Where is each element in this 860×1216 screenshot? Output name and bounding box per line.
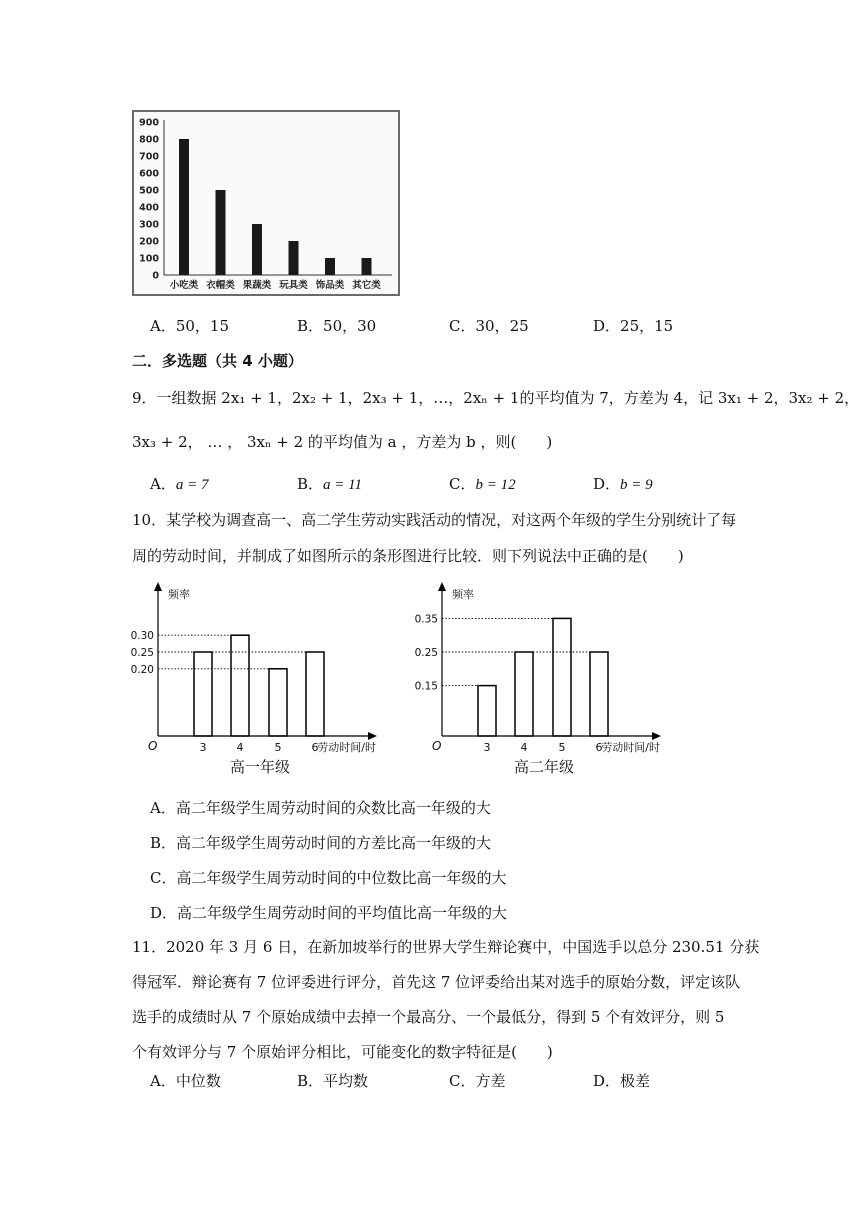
q8-option-c[interactable]: C．30，25: [449, 317, 529, 335]
bar: [306, 652, 324, 736]
bar: [179, 139, 189, 275]
x-tick-label: 3: [483, 741, 491, 754]
bar: [269, 669, 287, 736]
q9-option-c[interactable]: C．b = 12: [449, 475, 516, 493]
origin-label: O: [432, 739, 442, 753]
bar: [216, 190, 226, 275]
y-tick-label: 400: [139, 202, 159, 214]
q10-option-b[interactable]: B．高二年级学生周劳动时间的方差比高一年级的大: [150, 834, 492, 852]
bar: [231, 635, 249, 736]
category-bar-chart: [132, 110, 400, 296]
grade-two-frequency-chart: [414, 578, 704, 783]
x-tick-label: 4: [520, 741, 528, 754]
y-tick-label: 0.25: [130, 647, 154, 659]
bar: [325, 258, 335, 275]
y-tick-label: 900: [139, 117, 159, 129]
y-axis-label: 频率: [168, 588, 190, 601]
y-tick-label: 0.15: [414, 680, 438, 693]
y-tick-label: 0: [152, 270, 159, 282]
x-category-label: 小吃类: [169, 280, 199, 291]
chart-title: 高一年级: [229, 758, 291, 776]
y-tick-label: 100: [139, 253, 159, 265]
bar: [515, 652, 533, 736]
q9-stem-line1: 9．一组数据 2x₁ + 1，2x₂ + 1，2x₃ + 1，…，2xₙ + 1的平均值为 7，方差为 4，记 3x₁ + 2，3x₂ + 2，: [132, 389, 860, 407]
x-tick-label: 4: [236, 741, 244, 754]
y-tick-label: 0.25: [414, 647, 438, 659]
y-tick-label: 300: [139, 219, 159, 231]
q8-option-d[interactable]: D．25，15: [593, 317, 674, 335]
q9-option-b[interactable]: B．a = 11: [297, 475, 363, 493]
bar: [590, 652, 608, 736]
y-tick-label: 200: [139, 236, 159, 248]
bar: [289, 241, 299, 275]
x-category-label: 果蔬类: [242, 280, 272, 291]
y-tick-label: 600: [139, 168, 159, 180]
x-tick-label: 6: [595, 741, 603, 754]
y-tick-label: 700: [139, 151, 159, 163]
x-tick-label: 6: [311, 741, 319, 754]
q10-option-c[interactable]: C．高二年级学生周劳动时间的中位数比高一年级的大: [150, 869, 507, 887]
x-tick-label: 5: [558, 741, 566, 754]
x-axis-label: 劳动时间/时: [601, 741, 660, 754]
q11-option-c[interactable]: C．方差: [449, 1072, 506, 1090]
x-category-label: 饰品类: [315, 280, 345, 291]
y-axis-label: 频率: [452, 588, 474, 601]
bar: [553, 618, 571, 736]
q11-stem-line3: 选手的成绩时从 7 个原始成绩中去掉一个最高分、一个最低分，得到 5 个有效评分，则 5: [132, 1008, 725, 1026]
q9-stem-line2: 3x₃ + 2， … ， 3xₙ + 2 的平均值为 a ，方差为 b ，则( ): [132, 433, 553, 451]
y-tick-label: 800: [139, 134, 159, 146]
q9-option-d[interactable]: D．b = 9: [593, 475, 653, 493]
q8-option-b[interactable]: B．50，30: [297, 317, 377, 335]
q9-option-a[interactable]: A．a = 7: [150, 475, 209, 493]
x-category-label: 玩具类: [279, 280, 308, 291]
x-tick-label: 3: [199, 741, 207, 754]
q10-option-a[interactable]: A．高二年级学生周劳动时间的众数比高一年级的大: [150, 799, 491, 817]
category-bar-chart-svg: [134, 112, 398, 294]
q10-option-d[interactable]: D．高二年级学生周劳动时间的平均值比高一年级的大: [150, 904, 508, 922]
x-category-label: 其它类: [352, 280, 381, 291]
y-tick-label: 0.20: [130, 663, 154, 676]
q11-option-b[interactable]: B．平均数: [297, 1072, 369, 1090]
y-axis-arrow: [154, 582, 162, 591]
section-title-multi-choice: 二．多选题（共 4 小题）: [132, 352, 303, 370]
q11-stem-line2: 得冠军．辩论赛有 7 位评委进行评分，首先这 7 位评委给出某对选手的原始分数，评定该队: [132, 973, 741, 991]
y-tick-label: 0.30: [130, 630, 154, 643]
q8-option-a[interactable]: A．50，15: [150, 317, 230, 335]
x-axis-label: 劳动时间/时: [317, 741, 376, 754]
bar: [194, 652, 212, 736]
bar: [252, 224, 262, 275]
q10-stem-line2: 周的劳动时间，并制成了如图所示的条形图进行比较．则下列说法中正确的是( ): [132, 547, 684, 565]
q11-option-a[interactable]: A．中位数: [150, 1072, 221, 1090]
q11-option-d[interactable]: D．极差: [593, 1072, 651, 1090]
x-axis-arrow: [368, 732, 377, 740]
x-category-label: 衣帽类: [206, 280, 235, 291]
grade-one-frequency-chart: [130, 578, 410, 783]
chart-title: 高二年级: [513, 758, 575, 776]
q10-stem-line1: 10．某学校为调查高一、高二学生劳动实践活动的情况，对这两个年级的学生分别统计了每: [132, 511, 737, 529]
bar: [362, 258, 372, 275]
y-axis-arrow: [438, 582, 446, 591]
q11-stem-line1: 11．2020 年 3 月 6 日，在新加坡举行的世界大学生辩论赛中，中国选手以总分 230.51 分获: [132, 938, 760, 956]
q11-stem-line4: 个有效评分与 7 个原始评分相比，可能变化的数字特征是( ): [132, 1043, 553, 1061]
x-axis-arrow: [652, 732, 661, 740]
y-tick-label: 0.35: [414, 613, 438, 626]
origin-label: O: [148, 739, 158, 753]
y-tick-label: 500: [139, 185, 159, 197]
bar: [478, 686, 496, 736]
x-tick-label: 5: [274, 741, 282, 754]
